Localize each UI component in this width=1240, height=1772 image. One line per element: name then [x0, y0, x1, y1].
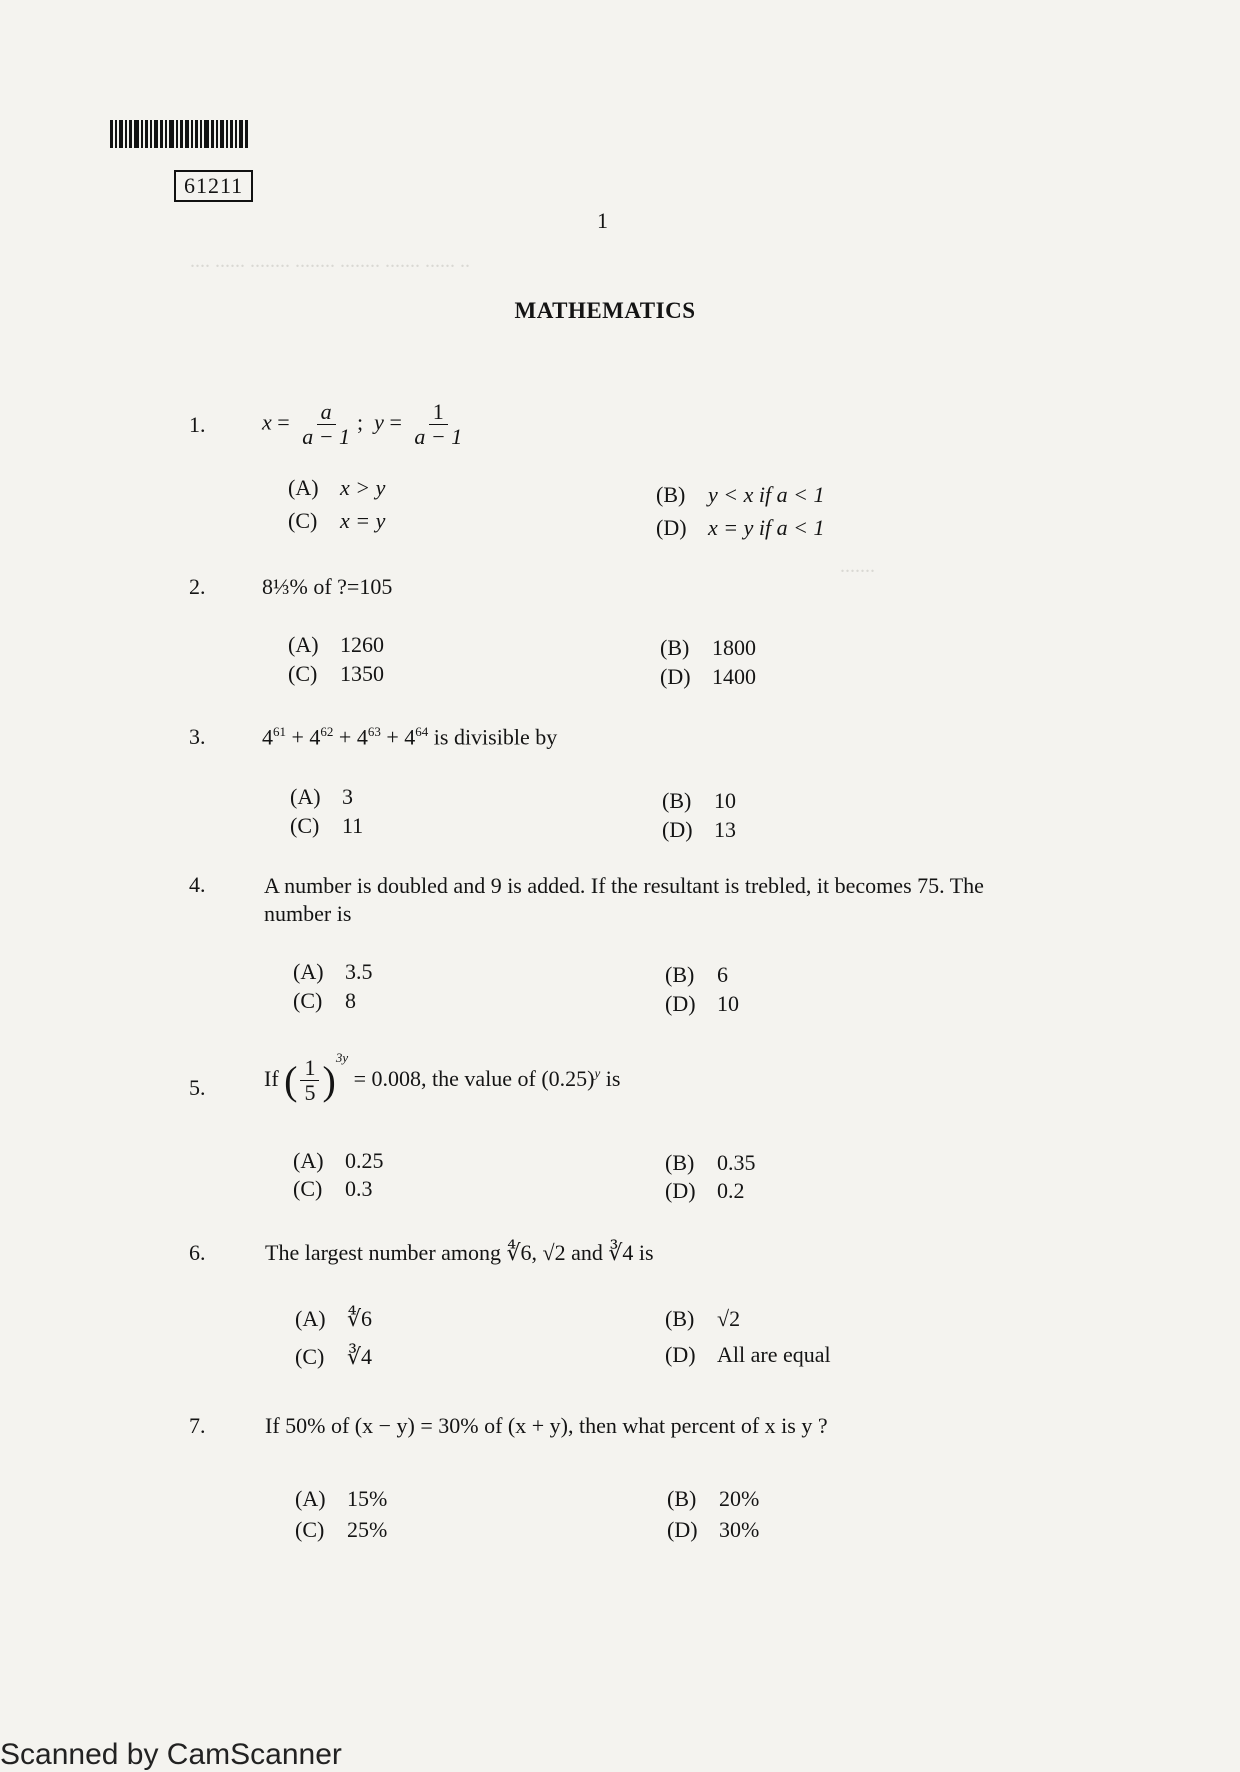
fraction: $\frac{a}{a - 1}$: [302, 399, 351, 449]
option-c[interactable]: (C) 25%: [295, 1517, 388, 1542]
option-c[interactable]: (C) x = y: [288, 508, 386, 533]
option-b[interactable]: (B) 1800: [660, 635, 756, 660]
question-stem: The largest number among ∜6, √2 and ∛4 is: [265, 1240, 654, 1265]
option-a[interactable]: (A) 3: [290, 784, 353, 809]
barcode: [110, 120, 248, 148]
option-b[interactable]: (B) 0.35: [665, 1150, 756, 1175]
question-number: 4.: [189, 872, 206, 897]
option-b[interactable]: (B) 10: [662, 788, 736, 813]
option-a[interactable]: (A) x > y: [288, 475, 386, 500]
option-a[interactable]: (A) 3.5: [293, 959, 373, 984]
fraction: $\frac{1}{a - 1}$: [414, 399, 463, 449]
subject-title: MATHEMATICS: [514, 298, 696, 323]
option-c[interactable]: (C) 1350: [288, 661, 384, 686]
option-c[interactable]: (C) ∛4: [295, 1344, 373, 1369]
question-stem: A number is doubled and 9 is added. If the resultant is trebled, it becomes 75. The number is: [264, 873, 984, 926]
bleed-through-text: .......: [840, 555, 875, 577]
paper-code: 61211: [174, 170, 253, 202]
option-a[interactable]: (A) 0.25: [293, 1148, 384, 1173]
option-b[interactable]: (B) 6: [665, 962, 728, 987]
option-c[interactable]: (C) 8: [293, 988, 356, 1013]
question-stem: $4^{61} + 4^{62} + 4^{63} + 4^{64}$ is divisible by: [262, 724, 558, 750]
fraction: $\frac{1}{5}$: [300, 1056, 319, 1105]
option-a[interactable]: (A) 15%: [295, 1486, 388, 1511]
question-stem: If 50% of (x − y) = 30% of (x + y), then what percent of x is y ?: [265, 1413, 828, 1438]
option-d[interactable]: (D) 0.2: [665, 1178, 745, 1203]
question-number: 6.: [189, 1240, 206, 1265]
question-number: 5.: [189, 1075, 206, 1100]
bleed-through-text: .... ...... ........ ........ ........ ....... ...... ..: [190, 250, 470, 272]
question-number: 2.: [189, 574, 206, 599]
scanner-watermark: Scanned by CamScanner: [0, 1738, 342, 1771]
question-stem: If ( $\frac{1}{5}$ )$^{3y}$ = 0.008, the value of $(0.25)^y$ is: [264, 1050, 621, 1106]
option-d[interactable]: (D) All are equal: [665, 1342, 831, 1367]
question-stem: x = $\frac{a}{a - 1}$ ; y = $\frac{1}{a - 1}$: [262, 400, 469, 449]
option-b[interactable]: (B) √2: [665, 1306, 741, 1331]
question-number: 1.: [189, 412, 206, 437]
option-a[interactable]: (A) 1260: [288, 632, 384, 657]
option-c[interactable]: (C) 11: [290, 813, 364, 838]
question-stem: 8⅓% of ?=105: [262, 574, 393, 599]
option-d[interactable]: (D) 13: [662, 817, 736, 842]
option-b[interactable]: (B) 20%: [667, 1486, 760, 1511]
option-d[interactable]: (D) 1400: [660, 664, 756, 689]
option-c[interactable]: (C) 0.3: [293, 1176, 373, 1201]
option-d[interactable]: (D) 10: [665, 991, 739, 1016]
option-d[interactable]: (D) 30%: [667, 1517, 760, 1542]
option-b[interactable]: (B) y < x if a < 1: [656, 482, 825, 507]
option-a[interactable]: (A) ∜6: [295, 1306, 373, 1331]
page-number: 1: [597, 208, 608, 233]
question-number: 3.: [189, 724, 206, 749]
option-d[interactable]: (D) x = y if a < 1: [656, 515, 825, 540]
question-number: 7.: [189, 1413, 206, 1438]
